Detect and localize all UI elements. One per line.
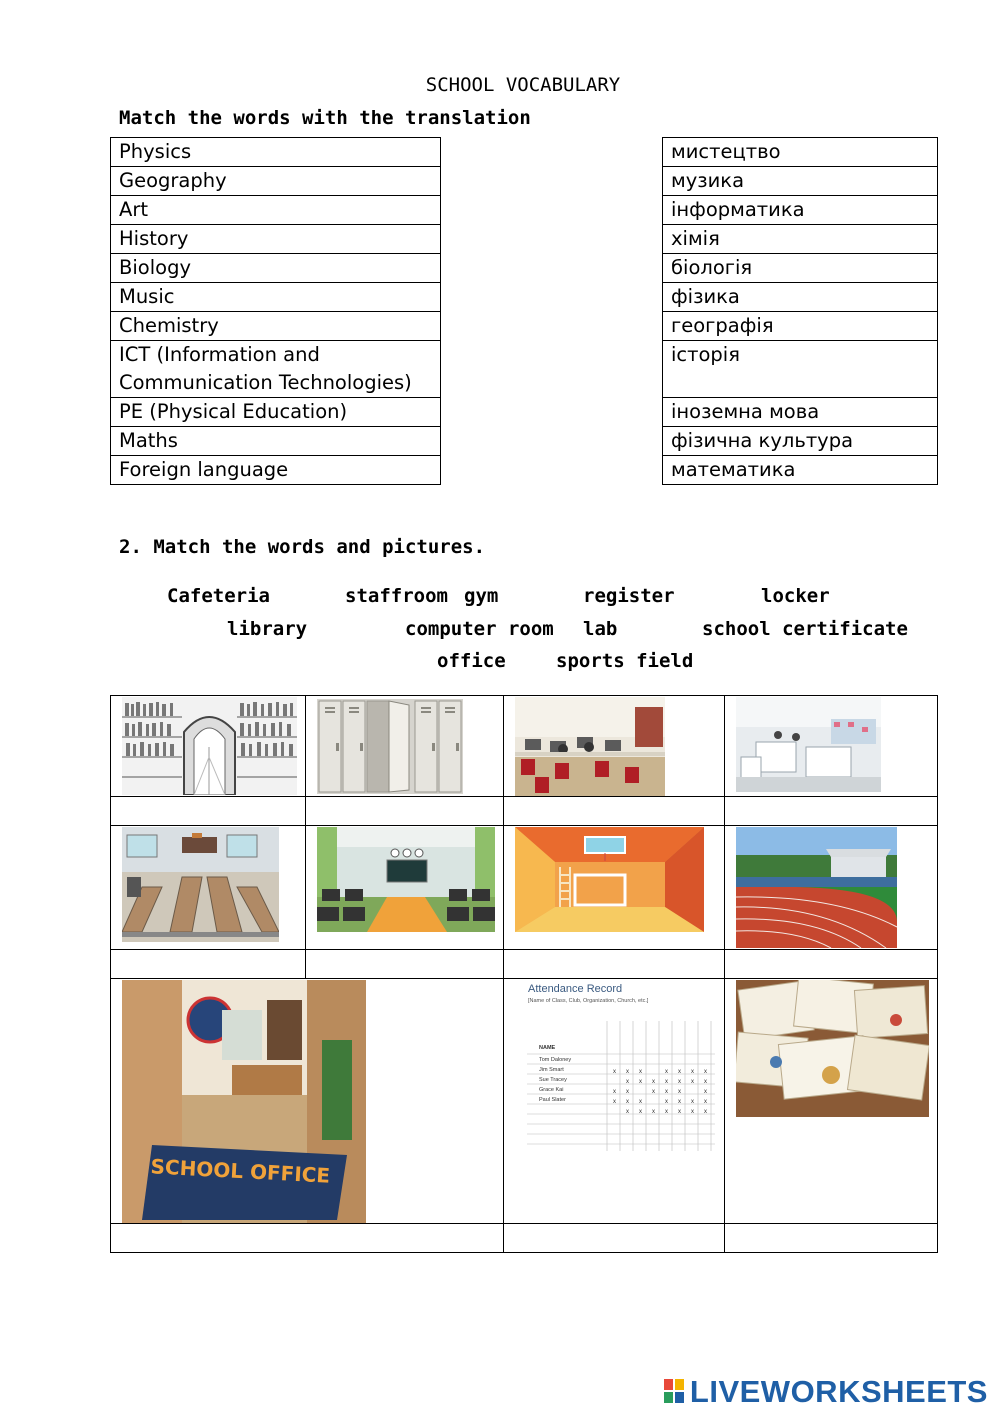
library-picture xyxy=(122,697,297,795)
translation-word[interactable]: іноземна мова xyxy=(663,398,938,427)
locker-picture xyxy=(317,699,463,794)
brand-logo xyxy=(664,1374,988,1410)
word-register: register xyxy=(583,585,675,607)
svg-text:x: x xyxy=(691,1099,694,1105)
svg-text:x: x xyxy=(626,1089,629,1095)
english-words-table xyxy=(110,137,441,485)
attendance-name: Tom Daloney xyxy=(539,1057,572,1063)
svg-text:x: x xyxy=(678,1089,681,1095)
school-certificate-picture xyxy=(736,980,929,1117)
english-word: Physics xyxy=(111,138,441,167)
lab-picture xyxy=(736,697,881,792)
translations-table xyxy=(662,137,938,485)
answer-blank-6[interactable] xyxy=(306,950,503,978)
computer-room-picture xyxy=(515,697,665,796)
classroom-picture xyxy=(317,827,495,932)
answer-blank-10[interactable] xyxy=(504,1224,724,1252)
sports-field-picture xyxy=(736,827,897,948)
svg-text:x: x xyxy=(639,1079,642,1085)
answer-blank-11[interactable] xyxy=(725,1224,937,1252)
svg-text:x: x xyxy=(678,1079,681,1085)
svg-text:x: x xyxy=(613,1069,616,1075)
attendance-name: Jim Smart xyxy=(539,1067,564,1073)
translation-word[interactable]: математика xyxy=(663,456,938,485)
translation-word[interactable]: біологія xyxy=(663,254,938,283)
translation-word[interactable]: географія xyxy=(663,312,938,341)
svg-text:x: x xyxy=(665,1089,668,1095)
attendance-name: Sue Tracey xyxy=(539,1077,567,1083)
english-word: Art xyxy=(111,196,441,225)
svg-text:x: x xyxy=(691,1079,694,1085)
word-locker: locker xyxy=(761,585,830,607)
section2-instruction: 2. Match the words and pictures. xyxy=(119,536,486,558)
svg-text:x: x xyxy=(691,1109,694,1115)
svg-text:x: x xyxy=(678,1069,681,1075)
brand-text: LIVEWORKSHEETS xyxy=(689,1374,988,1409)
word-computer-room: computer room xyxy=(405,618,554,640)
office-mat-text: SCHOOL OFFICE xyxy=(150,1154,331,1188)
attendance-title: Attendance Record xyxy=(528,983,623,995)
svg-text:x: x xyxy=(665,1109,668,1115)
svg-text:x: x xyxy=(626,1069,629,1075)
english-word: Foreign language xyxy=(111,456,441,485)
answer-blank-8[interactable] xyxy=(725,950,937,978)
answer-blank-7[interactable] xyxy=(504,950,724,978)
english-word: History xyxy=(111,225,441,254)
word-gym: gym xyxy=(464,585,499,607)
svg-text:x: x xyxy=(665,1099,668,1105)
answer-blank-2[interactable] xyxy=(306,797,503,825)
english-word: PE (Physical Education) xyxy=(111,398,441,427)
attendance-name: Grace Kai xyxy=(539,1087,564,1093)
svg-text:x: x xyxy=(652,1109,655,1115)
svg-text:x: x xyxy=(652,1089,655,1095)
translation-word[interactable]: фізика xyxy=(663,283,938,312)
svg-text:x: x xyxy=(626,1079,629,1085)
svg-text:x: x xyxy=(665,1079,668,1085)
svg-text:x: x xyxy=(678,1099,681,1105)
word-staffroom: staffroom xyxy=(345,585,448,607)
svg-text:x: x xyxy=(639,1069,642,1075)
translation-word[interactable]: мистецтво xyxy=(663,138,938,167)
gym-picture xyxy=(515,827,704,932)
svg-text:x: x xyxy=(704,1109,707,1115)
svg-text:x: x xyxy=(626,1109,629,1115)
page-title: SCHOOL VOCABULARY xyxy=(425,74,621,96)
translation-word[interactable]: хімія xyxy=(663,225,938,254)
attendance-name-header: NAME xyxy=(539,1045,556,1051)
svg-text:x: x xyxy=(704,1099,707,1105)
translation-word[interactable]: музика xyxy=(663,167,938,196)
liveworksheets-logo-icon xyxy=(664,1379,686,1405)
svg-text:x: x xyxy=(639,1099,642,1105)
svg-text:x: x xyxy=(665,1069,668,1075)
attendance-subtitle: [Name of Class, Club, Organization, Church, etc.] xyxy=(528,998,649,1004)
word-library: library xyxy=(227,618,308,640)
svg-text:x: x xyxy=(613,1089,616,1095)
english-word: Maths xyxy=(111,427,441,456)
answer-blank-9[interactable] xyxy=(111,1224,503,1252)
answer-blank-3[interactable] xyxy=(504,797,724,825)
translation-word[interactable]: інформатика xyxy=(663,196,938,225)
attendance-names xyxy=(539,1055,571,1105)
svg-text:x: x xyxy=(652,1079,655,1085)
word-school-certificate: school certificate xyxy=(702,618,908,640)
answer-blank-1[interactable] xyxy=(111,797,305,825)
english-word: Chemistry xyxy=(111,312,441,341)
svg-text:x: x xyxy=(704,1089,707,1095)
svg-text:x: x xyxy=(613,1099,616,1105)
answer-blank-4[interactable] xyxy=(725,797,937,825)
word-office: office xyxy=(437,650,506,672)
cafeteria-picture xyxy=(122,827,279,942)
english-word: Music xyxy=(111,283,441,312)
svg-text:x: x xyxy=(691,1069,694,1075)
english-word: Geography xyxy=(111,167,441,196)
register-picture xyxy=(525,983,717,1155)
answer-blank-5[interactable] xyxy=(111,950,305,978)
svg-text:x: x xyxy=(704,1069,707,1075)
translation-word[interactable]: фізична культура xyxy=(663,427,938,456)
svg-text:x: x xyxy=(704,1079,707,1085)
svg-text:x: x xyxy=(639,1109,642,1115)
word-cafeteria: Cafeteria xyxy=(167,585,270,607)
english-word: ICT (Information and Communication Technologies) xyxy=(111,341,441,398)
svg-text:x: x xyxy=(626,1099,629,1105)
word-lab: lab xyxy=(583,618,618,640)
word-sports-field: sports field xyxy=(556,650,694,672)
svg-text:x: x xyxy=(678,1109,681,1115)
school-office-picture xyxy=(122,980,366,1223)
english-word: Biology xyxy=(111,254,441,283)
translation-word[interactable]: історія xyxy=(663,341,938,398)
attendance-name: Paul Slater xyxy=(539,1097,566,1103)
section1-instruction: Match the words with the translation xyxy=(119,107,531,129)
